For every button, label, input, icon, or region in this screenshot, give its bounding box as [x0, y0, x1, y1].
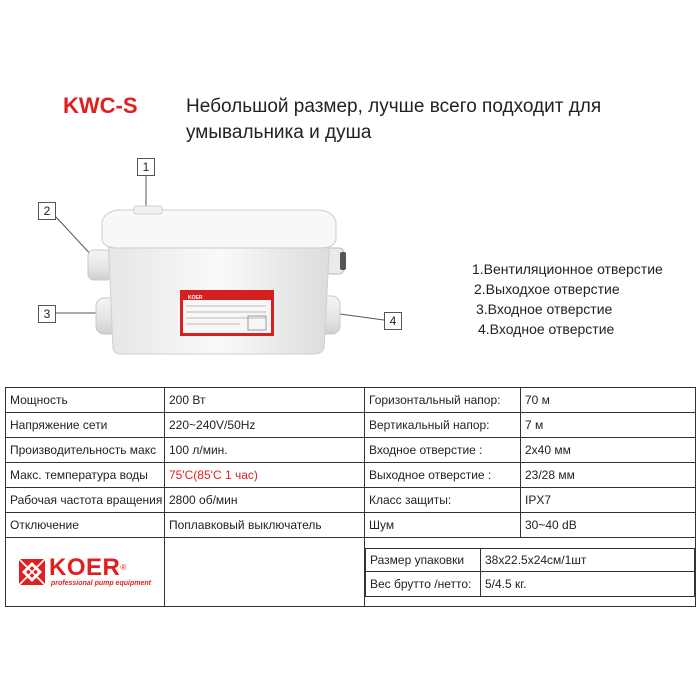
spec-value: 220~240V/50Hz	[165, 413, 365, 438]
packing-table	[365, 548, 695, 597]
spec-table	[5, 387, 696, 607]
spec-label: Выходное отверстие :	[365, 463, 521, 488]
spec-label: Входное отверстие :	[365, 438, 521, 463]
spec-label: Отключение	[6, 513, 165, 538]
table-row	[6, 488, 696, 513]
table-row	[366, 548, 695, 571]
callout-3: 3	[38, 305, 56, 323]
spec-label: Размер упаковки	[366, 548, 481, 571]
spec-value: 200 Вт	[165, 388, 365, 413]
spec-value: 100 л/мин.	[165, 438, 365, 463]
callout-1: 1	[137, 158, 155, 176]
logo-tagline: professional pump equipment	[51, 580, 151, 587]
empty-cell	[165, 538, 365, 607]
spec-value-highlight: 75'C(85'C 1 час)	[165, 463, 365, 488]
table-row	[6, 413, 696, 438]
headline-line-1: Небольшой размер, лучше всего подходит для	[186, 96, 602, 117]
table-row	[6, 438, 696, 463]
spec-value: 70 м	[521, 388, 696, 413]
packing-cell	[365, 538, 696, 607]
table-row	[6, 388, 696, 413]
spec-label: Рабочая частота вращения	[6, 488, 165, 513]
registered-mark: ®	[120, 563, 127, 572]
svg-text:KOER: KOER	[188, 295, 203, 301]
spec-label: Мощность	[6, 388, 165, 413]
spec-label: Горизонтальный напор:	[365, 388, 521, 413]
spec-value: 5/4.5 кг.	[481, 571, 695, 596]
spec-label: Макс. температура воды	[6, 463, 165, 488]
legend-item: 2.Выходхое отверстие	[474, 281, 620, 297]
logo-cell	[6, 538, 165, 607]
spec-value: IPX7	[521, 488, 696, 513]
spec-label: Напряжение сети	[6, 413, 165, 438]
spec-value: 30~40 dB	[521, 513, 696, 538]
brand-logo	[6, 556, 164, 588]
legend-item: 4.Входное отверстие	[478, 321, 615, 337]
callout-4: 4	[384, 312, 402, 330]
headline-line-2: умывальника и душа	[186, 122, 372, 143]
koer-logo-icon	[18, 558, 46, 586]
table-row	[366, 571, 695, 596]
legend-item: 3.Входное отверстие	[476, 301, 613, 317]
spec-value: 38x22.5x24см/1шт	[481, 548, 695, 571]
spec-label: Вес брутто /нетто:	[366, 571, 481, 596]
model-title: KWC-S	[63, 93, 138, 118]
table-row	[6, 538, 696, 607]
spec-label: Производительность макс	[6, 438, 165, 463]
spec-label: Шум	[365, 513, 521, 538]
spec-value: 2800 об/мин	[165, 488, 365, 513]
table-row	[6, 463, 696, 488]
table-row	[6, 513, 696, 538]
legend-item: 1.Вентиляционное отверстие	[472, 261, 663, 277]
spec-value: 2x40 мм	[521, 438, 696, 463]
callout-2: 2	[38, 202, 56, 220]
spec-value: Поплавковый выключатель	[165, 513, 365, 538]
spec-label: Вертикальный напор:	[365, 413, 521, 438]
spec-label: Класс защиты:	[365, 488, 521, 513]
spec-value: 23/28 мм	[521, 463, 696, 488]
parts-legend	[472, 259, 663, 339]
logo-text: KOER	[49, 554, 121, 581]
spec-value: 7 м	[521, 413, 696, 438]
